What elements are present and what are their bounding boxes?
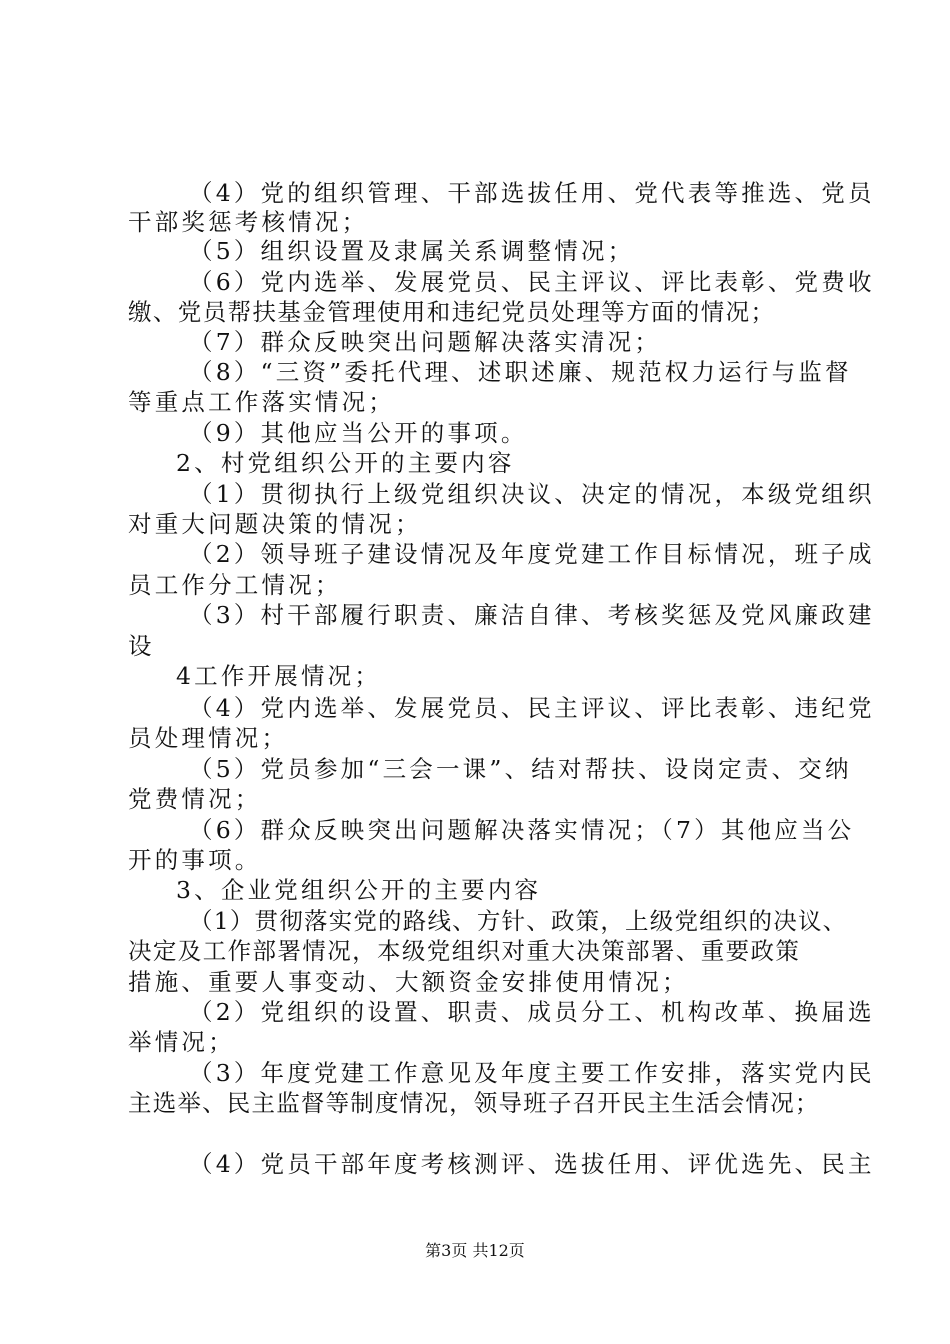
text-line: 党费情况； [128,785,262,813]
text-line: （5）党员参加“三会一课”、结对帮扶、设岗定责、交纳 [189,755,852,783]
text-line: 措施、重要人事变动、大额资金安排使用情况； [128,968,689,996]
text-line: 举情况； [128,1028,235,1056]
text-line: 缴、党员帮扶基金管理使用和违纪党员处理等方面的情况； [128,298,776,326]
text-line: 主选举、民主监督等制度情况，领导班子召开民主生活会情况； [128,1089,820,1117]
section-heading: 3、企业党组织公开的主要内容 [176,876,542,904]
text-line: （1）贯彻落实党的路线、方针、政策，上级党组织的决议、 [189,907,848,935]
text-line: （7）群众反映突出问题解决落实清况； [189,328,662,356]
text-line: （6）党内选举、发展党员、民主评议、评比表彰、党费收 [189,268,875,296]
text-line: 4工作开展情况； [176,662,382,690]
text-line: （9）其他应当公开的事项。 [189,419,528,447]
text-line: 员工作分工情况； [128,571,342,599]
text-line: 对重大问题决策的情况； [128,510,422,538]
text-line: 等重点工作落实情况； [128,388,395,416]
section-heading: 2、村党组织公开的主要内容 [176,449,515,477]
text-line: （2）党组织的设置、职责、成员分工、机构改革、换届选 [189,998,875,1026]
text-line: （5）组织设置及隶属关系调整情况； [189,237,635,265]
text-line: （4）党员干部年度考核测评、选拔任用、评优选先、民主 [189,1150,875,1178]
text-line: （8）“三资”委托代理、述职述廉、规范权力运行与监督 [189,358,852,386]
text-line: （4）党的组织管理、干部选拔任用、党代表等推选、党员 [189,179,875,207]
page-footer: 第3页 共12页 [425,1241,525,1260]
text-line: 设 [128,632,155,660]
text-line: 决定及工作部署情况，本级党组织对重大决策部署、重要政策 [128,937,801,965]
text-line: （3）年度党建工作意见及年度主要工作安排，落实党内民 [189,1059,875,1087]
text-line: （1）贯彻执行上级党组织决议、决定的情况，本级党组织 [189,480,875,508]
text-line: （2）领导班子建设情况及年度党建工作目标情况，班子成 [189,540,875,568]
text-line: 干部奖惩考核情况； [128,208,369,236]
text-line: （6）群众反映突出问题解决落实情况；（7）其他应当公 [189,816,855,844]
text-line: （3）村干部履行职责、廉洁自律、考核奖惩及党风廉政建 [189,601,875,629]
text-line: （4）党内选举、发展党员、民主评议、评比表彰、违纪党 [189,694,875,722]
text-line: 开的事项。 [128,846,262,874]
text-line: 员处理情况； [128,724,289,752]
